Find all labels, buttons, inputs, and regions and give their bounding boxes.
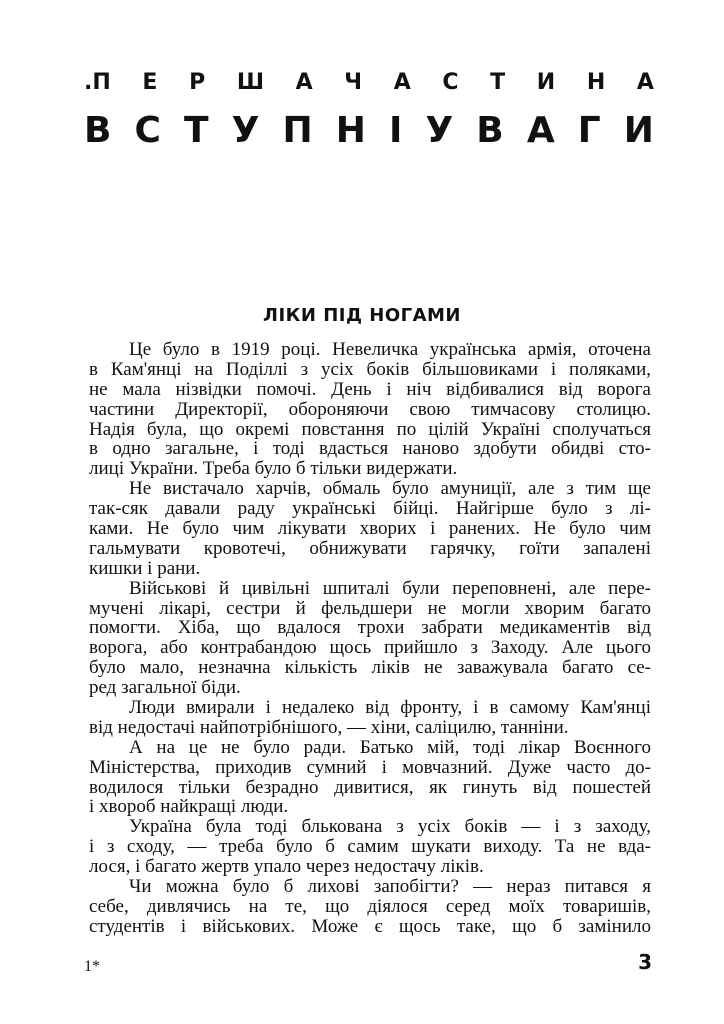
title-letter: Н <box>586 70 606 95</box>
page-number: 3 <box>638 950 652 974</box>
body-text <box>89 340 651 937</box>
title-letter: С <box>134 110 161 151</box>
text-line: Не вистачало харчів, обмаль було амуниції, але з тим ще <box>129 478 651 500</box>
title-letter: И <box>536 70 556 95</box>
title-letter: А <box>295 70 313 95</box>
text-line: в Кам'янці на Поділлі з усіх боків більшовиками і поляками, <box>89 358 651 380</box>
title-letter: Н <box>335 110 366 151</box>
title-letter: У <box>425 110 454 151</box>
text-line: ворога, або контрабандою щось прийшло з Заходу. Але цього <box>89 637 651 659</box>
text-line: в одно загальне, і тоді вдасться наново здобути обидві сто- <box>89 438 651 460</box>
title-letter: .П <box>84 70 111 95</box>
title-letter: Ч <box>344 70 363 95</box>
text-line: водилося тільки безрадно дивитися, як гинуть від пошестей <box>89 776 651 798</box>
text-line: Люди вмирали і недалеко від фронту, і в самому Кам'янці <box>129 697 651 719</box>
title-letter: П <box>282 110 313 151</box>
text-line: Надія була, що окремі повстання по цілій Україні сполучаться <box>89 418 651 440</box>
signature-mark: 1* <box>84 958 100 975</box>
text-line: себе, дивлячись на те, що діялося серед моїх товаришів, <box>89 895 651 917</box>
title-letter: В <box>476 110 504 151</box>
title-letter: А <box>393 70 411 95</box>
text-line: гальмувати кровотечі, обнижувати гарячку, гоїти запалені <box>89 537 651 559</box>
text-line: не мала нізвідки помочі. День і ніч відбивалися від ворога <box>89 378 651 400</box>
title-letter: Т <box>184 110 209 151</box>
title-letter: А <box>636 70 654 95</box>
title-letter: С <box>442 70 459 95</box>
text-line: Міністерства, приходив сумний і мовчазний. Дуже часто до- <box>89 756 651 778</box>
text-line: від недостачі найпотрібнішого, — хіни, саліцилю, танніни. <box>89 716 569 738</box>
title-letter: В <box>84 110 112 151</box>
chapter-title <box>84 110 654 151</box>
text-line: А на це не було ради. Батько мій, тоді лікар Воєнного <box>129 736 651 758</box>
section-title: ЛІКИ ПІД НОГАМИ <box>263 305 461 326</box>
title-letter: І <box>388 110 403 151</box>
text-line: Військові й цивільні шпиталі були переповнені, але пере- <box>129 577 651 599</box>
title-letter: У <box>231 110 260 151</box>
title-letter: Е <box>142 70 158 95</box>
text-line: мучені лікарі, сестри й фельдшери не могли хворим багато <box>89 597 651 619</box>
text-line: Чи можна було б лихові запобігти? — нераз питався я <box>129 876 651 898</box>
text-line: помогти. Хіба, що вдалося трохи забрати медикаментів від <box>89 617 651 639</box>
text-line: було мало, незначна кількість ліків не заважувала багато се- <box>89 657 651 679</box>
title-letter: Ш <box>236 70 264 95</box>
text-line: лиці України. Треба було б тільки видержати. <box>89 458 458 480</box>
text-line: Україна була тоді блькована з усіх боків — і з заходу, <box>129 816 651 838</box>
title-letter: А <box>526 110 555 151</box>
text-line: так-сяк давали раду українські бійці. Найгірше було з лі- <box>89 498 651 520</box>
text-line: ками. Не було чим лікувати хворих і ранених. Не було чим <box>89 518 651 540</box>
part-title <box>84 70 654 95</box>
text-line: і з сходу, — треба було б самим шукати виходу. Та не вда- <box>89 836 651 858</box>
text-line: Це було в 1919 році. Невеличка українська армія, оточена <box>129 339 651 360</box>
text-line: частини Директорії, обороняючи свою тимчасову столицю. <box>89 398 651 420</box>
text-line: і хвороб найкращі люди. <box>89 796 289 818</box>
title-letter: Г <box>577 110 601 151</box>
text-line: лося, і багато жертв упало через недостачу ліків. <box>89 856 484 878</box>
title-letter: И <box>623 110 654 151</box>
title-letter: Т <box>490 70 506 95</box>
text-line: студентів і військових. Може є щось таке, що б замінило <box>89 915 651 937</box>
text-line: кишки і рани. <box>89 557 201 579</box>
text-line: ред загальної біди. <box>89 677 241 699</box>
title-letter: Р <box>189 70 206 95</box>
